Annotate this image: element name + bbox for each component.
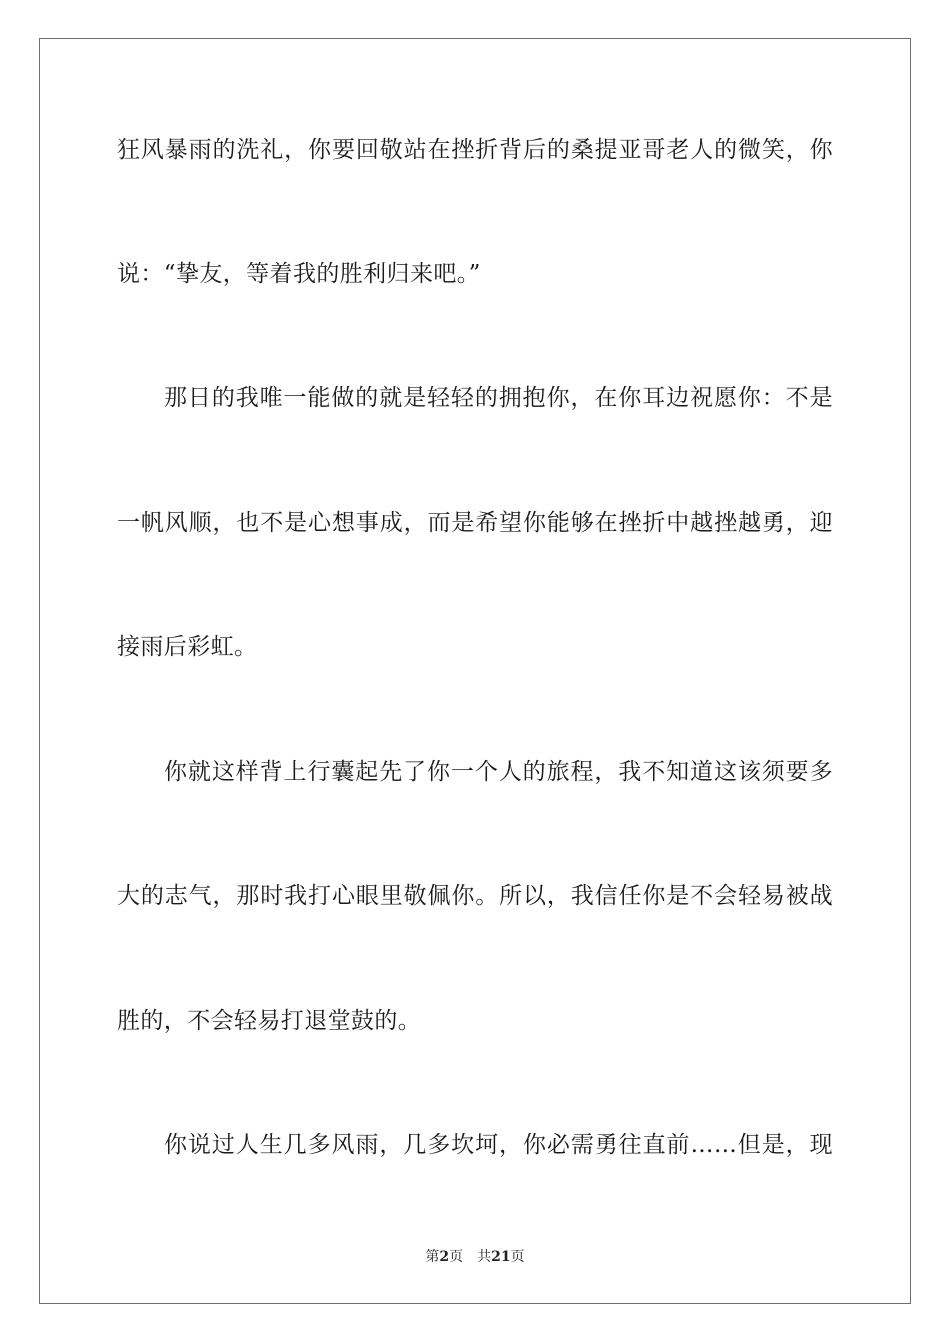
text-line-2: 说：“挚友，等着我的胜利归来吧。” (117, 261, 481, 287)
page-footer (0, 1248, 950, 1266)
text-line-3: 那日的我唯一能做的就是轻轻的拥抱你，在你耳边祝愿你：不是 (164, 385, 833, 411)
page-prefix: 第 (425, 1249, 440, 1265)
page-number: 2 (439, 1249, 450, 1265)
text-line-6: 你就这样背上行囊起先了你一个人的旅程，我不知道这该须要多 (164, 759, 833, 785)
total-prefix: 共 (477, 1249, 492, 1265)
text-line-5: 接雨后彩虹。 (117, 634, 258, 660)
page-frame (39, 38, 911, 1304)
text-line-9: 你说过人生几多风雨，几多坎坷，你必需勇往直前……但是，现 (164, 1132, 833, 1158)
text-line-8: 胜的，不会轻易打退堂鼓的。 (117, 1008, 422, 1034)
total-pages: 21 (491, 1249, 511, 1265)
text-line-7: 大的志气，那时我打心眼里敬佩你。所以，我信任你是不会轻易被战 (117, 883, 833, 909)
total-suffix: 页 (510, 1249, 525, 1265)
text-line-1: 狂风暴雨的洗礼，你要回敬站在挫折背后的桑提亚哥老人的微笑，你 (117, 137, 833, 163)
text-line-4: 一帆风顺，也不是心想事成，而是希望你能够在挫折中越挫越勇，迎 (117, 510, 833, 536)
page-suffix: 页 (449, 1249, 464, 1265)
